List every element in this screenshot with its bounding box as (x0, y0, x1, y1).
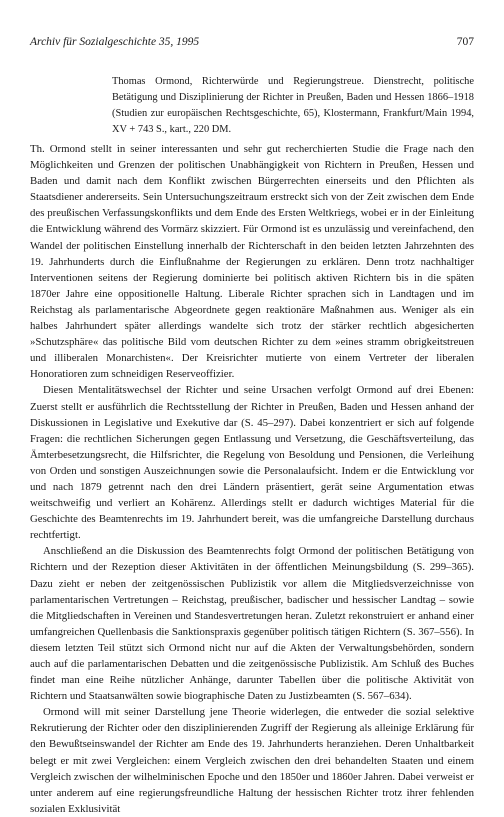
paragraph: Th. Ormond stellt in seiner interessanten und sehr gut recherchierten Studie die Frage nach den Möglichkeiten und Grenzen der politischen Unabhängigkeit von Richtern in Preußen, Hessen und Baden und damit nach dem Konflikt zwischen Bürgerrechten einerseits und den Pflichten als Staatsdiener andererseits. Sein Untersuchungszeitraum erstreckt sich von der Zeit zwischen dem Ende des preußischen Verfassungskonflikts und dem Ende des Ersten Weltkriegs, wobei er in der Einleitung die Entwicklung während des Vormärz skizziert. Für Ormond ist es unzulässig und vereinfachend, den Wandel der politischen Einstellung innerhalb der Richterschaft in den beiden letzten Jahrzehnten des 19. Jahrhunderts durch die Einflußnahme der Regierungen zu erklären. Denn trotz nachhaltiger Interventionen seitens der Regierung dominierte bei politisch aktiven Richtern bis in die späten 1870er Jahre eine oppositionelle Haltung. Liberale Richter sprachen sich in Landtagen und im Reichstag als parlamentarische Abgeordnete gegen reaktionäre Maßnahmen aus. Weniger als ein halbes Jahrhundert später allerdings wandelte sich trotz der stärker rechtlich abgesicherten »Schutzsphäre« das politische Bild vom deutschen Richter zu dem »eines stramm obrigkeitstreuen und illiberalen Monarchisten«. Der Kreisrichter mutierte von einem Vertreter der liberalen Honoratioren zum schneidigen Reserveoffizier. (30, 143, 474, 381)
paragraph: Ormond will mit seiner Darstellung jene Theorie widerlegen, die entweder die sozial selektive Rekrutierung der Richter oder den disziplinierenden Zugriff der Regierung als alleinige Erklärung für den Bewußtseinswandel der Richter am Ende des 19. Jahrhunderts heranziehen. Deren Unhaltbarkeit belegt er mit zwei Vergleichen: einem Vergleich zwischen den drei behandelten Staaten und einem Vergleich zwischen der wilhelminischen Epoche und den 1850er und 1860er Jahren. Dabei verweist er unter anderem auf eine regierungsfreundliche Haltung der hessischen Richter trotz ihrer fehlenden sozialen Exklusivität (30, 706, 474, 815)
page-number: 707 (456, 36, 474, 48)
paragraph: Diesen Mentalitätswechsel der Richter und seine Ursachen verfolgt Ormond auf drei Ebenen: Zuerst stellt er ausführlich die Rechtsstellung der Richter in Preußen, Baden und Hessen anhand der Diskussionen in Legislative und Exekutive dar (S. 45–297). Dabei konzentriert er sich auf folgende Fragen: die rechtlichen Sicherungen gegen Entlassung und Versetzung, die Geschäftsverteilung, das Ämterbesetzungsrecht, die Hilfsrichter, die Regelung von Besoldung und Pensionen, die Verleihung von Orden und sonstigen Auszeichnungen sowie die Personalaufsicht. Indem er die Entwicklung vor und nach 1879 getrennt nach den drei Ländern präsentiert, gerät seine Argumentation etwas weitschweifig und verliert an Kohärenz. Allerdings stellt er dadurch wichtiges Material für die Geschichte des Beamtenrechts im 19. Jahrhundert bereit, was die umfangreiche Darstellung durchaus rechtfertigt. (30, 384, 474, 542)
paragraph: Anschließend an die Diskussion des Beamtenrechts folgt Ormond der politischen Betätigung von Richtern und der Rezeption dieser Aktivitäten in der öffentlichen Meinungsbildung (S. 299–365). Dazu zieht er neben der zeitgenössischen Publizistik vor allem die Mitgliedsverzeichnisse von parlamentarischen Vertretungen – Reichstag, preußischer, badischer und hessischer Landtag – sowie die Mitgliedschaften in Vereinen und Standesvertretungen heran. Zuletzt rekonstruiert er anhand einer umfangreichen Quellenbasis die Sanktionspraxis gegenüber politisch tätigen Richtern (S. 367–556). In diesem letzten Teil stützt sich Ormond nicht nur auf die Akten der Verwaltungsbehörden, sondern auch auf die parlamentarischen Debatten und die zeitgenössische Publizistik. Am Schluß des Buches findet man eine Reihe nützlicher Anhänge, darunter Tabellen über die politische Aktivität von Richtern und Staatsanwälten sowie biographische Daten zu Justizbeamten (S. 567–634). (30, 545, 474, 703)
running-header (30, 34, 474, 50)
journal-title: Archiv für Sozialgeschichte 35, 1995 (30, 36, 200, 48)
review-body (30, 141, 474, 817)
book-citation: Thomas Ormond, Richterwürde und Regierungstreue. Dienstrecht, politische Betätigung und Disziplinierung der Richter in Preußen, Baden und Hessen 1866–1918 (Studien zur europäischen Rechtsgeschichte, 65), Klostermann, Frankfurt/Main 1994, XV + 743 S., kart., 220 DM. (112, 76, 474, 135)
